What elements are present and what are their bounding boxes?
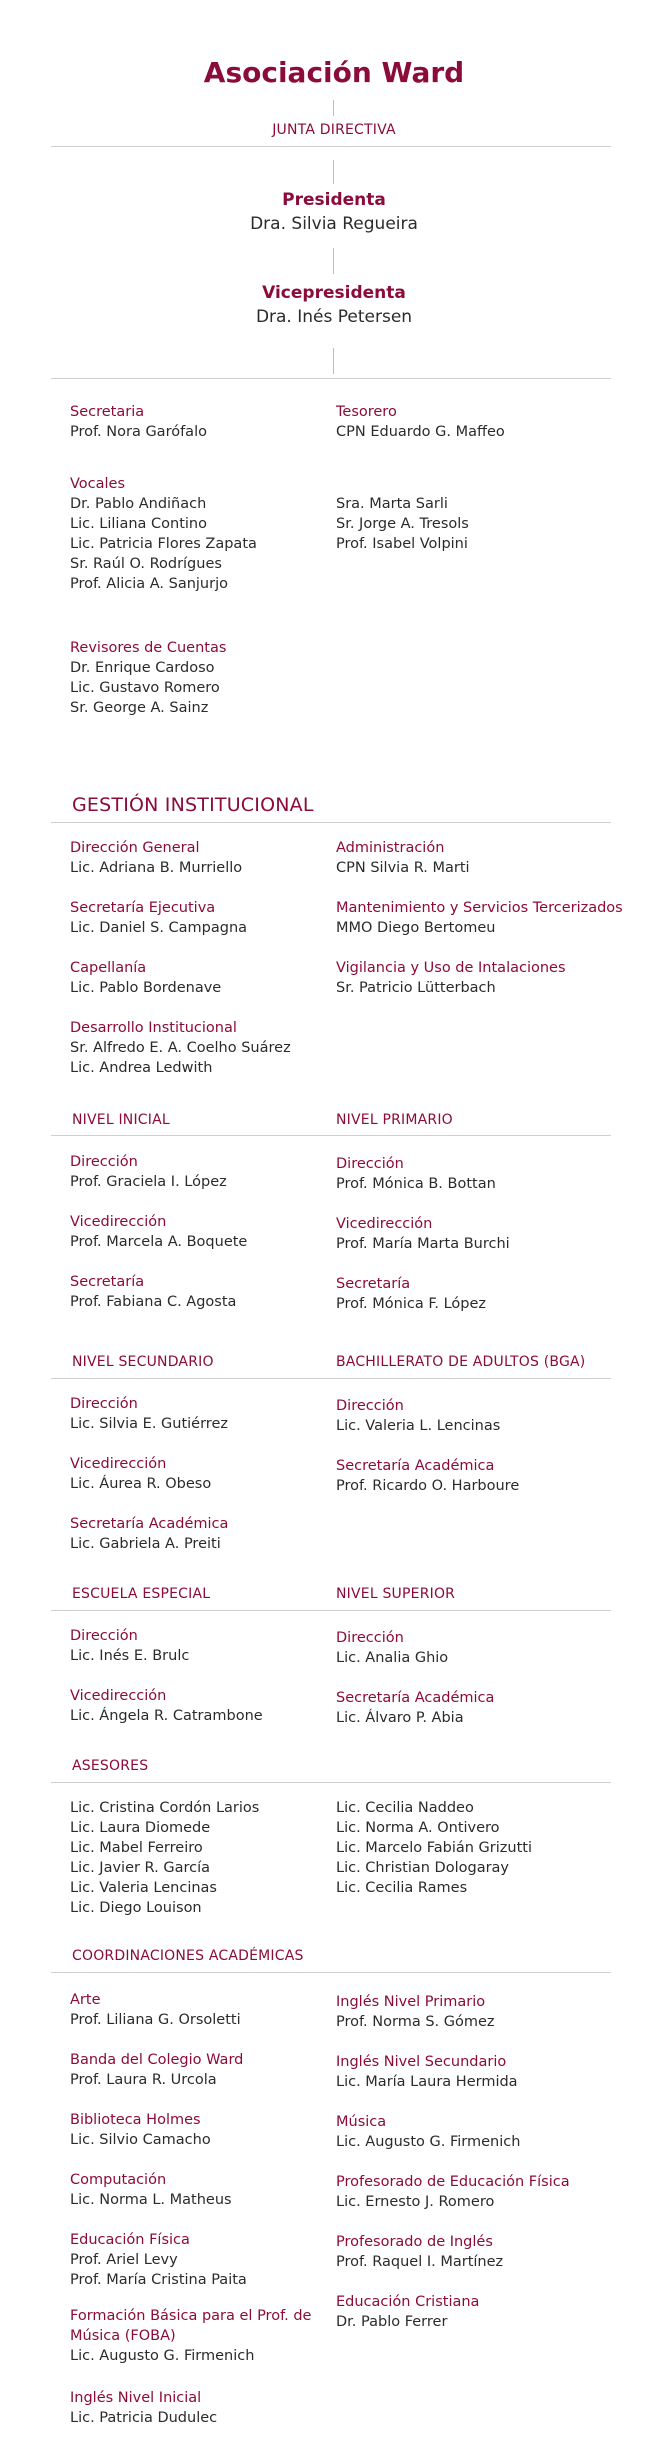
asesores-right-list: [336, 1798, 532, 1898]
role-label: Secretaría Académica: [336, 1458, 495, 1474]
secundario-item: [70, 1514, 228, 1554]
person-name: Dr. Enrique Cardoso: [70, 660, 215, 676]
vicepresidenta-role: Vicepresidenta: [262, 283, 406, 303]
inicial-item: [70, 1272, 236, 1312]
coord-item: [70, 1990, 241, 2030]
person-name: Lic. Laura Diomede: [70, 1820, 211, 1836]
person-name: Prof. Ariel Levy: [70, 2252, 178, 2268]
person-name: Lic. Valeria L. Lencinas: [336, 1418, 501, 1434]
person-name: Lic. Cecilia Naddeo: [336, 1800, 474, 1816]
role-label: Banda del Colegio Ward: [70, 2052, 244, 2068]
coord-item: [70, 2230, 247, 2290]
role-label: Dirección: [336, 1630, 404, 1646]
section-title-bga: BACHILLERATO DE ADULTOS (BGA): [336, 1354, 586, 1370]
section-title-especial: ESCUELA ESPECIAL: [72, 1586, 211, 1602]
secretaria-block: [70, 402, 207, 442]
section-title-superior: NIVEL SUPERIOR: [336, 1586, 456, 1602]
divider: [51, 1135, 611, 1136]
divider: [51, 822, 611, 823]
gestion-item: [336, 838, 470, 878]
person-name: CPN Eduardo G. Maffeo: [336, 424, 505, 440]
revisores-block: [70, 638, 226, 718]
role-label: Dirección: [336, 1398, 404, 1414]
person-name: Lic. Álvaro P. Abia: [336, 1710, 464, 1726]
person-name: Lic. Patricia Flores Zapata: [70, 536, 257, 552]
person-name: Prof. Graciela I. López: [70, 1174, 227, 1190]
person-name: Lic. Diego Louison: [70, 1900, 202, 1916]
coord-item: [70, 2306, 311, 2366]
role-label-line2: Música (FOBA): [70, 2328, 176, 2344]
vocales-right-block: [336, 494, 469, 554]
role-label: Educación Cristiana: [336, 2294, 480, 2310]
person-name: Lic. Andrea Ledwith: [70, 1060, 213, 1076]
divider: [51, 1610, 611, 1611]
section-title-asesores: ASESORES: [72, 1758, 149, 1774]
person-name: Prof. Laura R. Urcola: [70, 2072, 217, 2088]
person-name: Lic. Adriana B. Murriello: [70, 860, 243, 876]
role-label: Dirección: [70, 1628, 138, 1644]
role-label: Tesorero: [336, 404, 397, 420]
primario-item: [336, 1274, 486, 1314]
role-label: Música: [336, 2114, 387, 2130]
vicepresidenta-name: Dra. Inés Petersen: [255, 307, 413, 327]
person-name: Sr. Patricio Lütterbach: [336, 980, 496, 996]
person-name: Lic. Ernesto J. Romero: [336, 2194, 495, 2210]
person-name: Dr. Pablo Andiñach: [70, 496, 207, 512]
person-name: Sra. Marta Sarli: [336, 496, 448, 512]
role-label: Profesorado de Educación Física: [336, 2174, 570, 2190]
role-label: Dirección: [70, 1154, 138, 1170]
gestion-item: [70, 898, 247, 938]
connector-line: [333, 160, 334, 184]
person-name: Prof. Mónica B. Bottan: [336, 1176, 496, 1192]
coord-item: [70, 2110, 211, 2150]
person-name: Prof. Ricardo O. Harboure: [336, 1478, 520, 1494]
vocales-block: [70, 474, 257, 594]
inicial-item: [70, 1152, 227, 1192]
coord-item: [336, 1992, 495, 2032]
coord-item: [336, 2052, 518, 2092]
person-name: Lic. Mabel Ferreiro: [70, 1840, 203, 1856]
person-name: Lic. Silvio Camacho: [70, 2132, 211, 2148]
role-label: Vicedirección: [70, 1214, 167, 1230]
divider: [51, 1782, 611, 1783]
person-name: Lic. Javier R. García: [70, 1860, 210, 1876]
gestion-item: [336, 898, 623, 938]
person-name: Lic. Valeria Lencinas: [70, 1880, 217, 1896]
divider: [51, 146, 611, 147]
bga-item: [336, 1396, 500, 1436]
person-name: Prof. Fabiana C. Agosta: [70, 1294, 237, 1310]
role-label: Secretaria: [70, 404, 145, 420]
person-name: Lic. Áurea R. Obeso: [70, 1476, 212, 1492]
secundario-item: [70, 1394, 228, 1434]
person-name: Lic. Inés E. Brulc: [70, 1648, 190, 1664]
role-label: Secretaría Ejecutiva: [70, 900, 216, 916]
role-label: Dirección: [336, 1156, 404, 1172]
superior-item: [336, 1628, 448, 1668]
person-name: Prof. Nora Garófalo: [70, 424, 207, 440]
coord-item: [336, 2292, 479, 2332]
person-name: Prof. Liliana G. Orsoletti: [70, 2012, 241, 2028]
person-name: Prof. Alicia A. Sanjurjo: [70, 576, 228, 592]
divider: [51, 1378, 611, 1379]
person-name: Lic. Norma L. Matheus: [70, 2192, 232, 2208]
section-title-primario: NIVEL PRIMARIO: [336, 1112, 453, 1128]
person-name: Lic. Analia Ghio: [336, 1650, 449, 1666]
person-name: MMO Diego Bertomeu: [336, 920, 496, 936]
role-label: Educación Física: [70, 2232, 190, 2248]
person-name: Lic. María Laura Hermida: [336, 2074, 518, 2090]
role-label: Revisores de Cuentas: [70, 640, 227, 656]
role-label: Dirección: [70, 1396, 138, 1412]
role-label: Inglés Nivel Primario: [336, 1994, 486, 2010]
especial-item: [70, 1626, 189, 1666]
person-name: Lic. Augusto G. Firmenich: [336, 2134, 521, 2150]
especial-item: [70, 1686, 263, 1726]
gestion-item: [336, 958, 566, 998]
connector-line: [333, 348, 334, 374]
superior-item: [336, 1688, 494, 1728]
person-name: Lic. Ángela R. Catrambone: [70, 1708, 263, 1724]
person-name: Lic. Liliana Contino: [70, 516, 207, 532]
section-title-inicial: NIVEL INICIAL: [72, 1112, 170, 1128]
person-name: Lic. Marcelo Fabián Grizutti: [336, 1840, 532, 1856]
person-name: CPN Silvia R. Marti: [336, 860, 470, 876]
role-label: Vicedirección: [70, 1456, 167, 1472]
role-label: Vicedirección: [70, 1688, 167, 1704]
gestion-item: [70, 838, 242, 878]
coord-item: [70, 2388, 217, 2428]
role-label: Secretaría Académica: [336, 1690, 495, 1706]
section-title-gestion: GESTIÓN INSTITUCIONAL: [72, 794, 314, 816]
connector-line: [333, 248, 334, 274]
coord-item: [336, 2112, 520, 2152]
person-name: Lic. Cecilia Rames: [336, 1880, 468, 1896]
role-label: Administración: [336, 840, 445, 856]
role-label: Vigilancia y Uso de Intalaciones: [336, 960, 566, 976]
role-label: Biblioteca Holmes: [70, 2112, 201, 2128]
gestion-item: [70, 1018, 291, 1078]
presidenta-role: Presidenta: [282, 190, 386, 210]
person-name: Prof. María Cristina Paita: [70, 2272, 247, 2288]
person-name: Prof. Mónica F. López: [336, 1296, 486, 1312]
connector-line: [333, 100, 334, 116]
primario-item: [336, 1154, 496, 1194]
role-label: Inglés Nivel Inicial: [70, 2390, 202, 2406]
role-label: Mantenimiento y Servicios Tercerizados: [336, 900, 623, 916]
secundario-item: [70, 1454, 211, 1494]
gestion-item: [70, 958, 221, 998]
person-name: Sr. George A. Sainz: [70, 700, 209, 716]
person-name: Prof. Isabel Volpini: [336, 536, 468, 552]
coord-item: [336, 2172, 570, 2212]
primario-item: [336, 1214, 510, 1254]
role-label: Vicedirección: [336, 1216, 433, 1232]
person-name: Lic. Norma A. Ontivero: [336, 1820, 500, 1836]
page-title: Asociación Ward: [203, 56, 465, 89]
coord-item: [70, 2170, 232, 2210]
person-name: Lic. Gabriela A. Preiti: [70, 1536, 221, 1552]
person-name: Prof. Marcela A. Boquete: [70, 1234, 248, 1250]
bga-item: [336, 1456, 519, 1496]
junta-directiva-label: JUNTA DIRECTIVA: [272, 122, 396, 138]
person-name: Lic. Pablo Bordenave: [70, 980, 222, 996]
coord-item: [336, 2232, 503, 2272]
person-name: Lic. Silvia E. Gutiérrez: [70, 1416, 228, 1432]
person-name: Sr. Raúl O. Rodrígues: [70, 556, 222, 572]
role-label: Capellanía: [70, 960, 147, 976]
role-label: Desarrollo Institucional: [70, 1020, 237, 1036]
role-label: Vocales: [70, 476, 126, 492]
role-label: Profesorado de Inglés: [336, 2234, 493, 2250]
person-name: Lic. Gustavo Romero: [70, 680, 220, 696]
role-label: Arte: [70, 1992, 101, 2008]
person-name: Lic. Christian Dologaray: [336, 1860, 510, 1876]
person-name: Sr. Alfredo E. A. Coelho Suárez: [70, 1040, 291, 1056]
presidenta-name: Dra. Silvia Regueira: [250, 214, 418, 234]
role-label: Computación: [70, 2172, 167, 2188]
role-label: Secretaría: [336, 1276, 411, 1292]
person-name: Dr. Pablo Ferrer: [336, 2314, 448, 2330]
person-name: Lic. Augusto G. Firmenich: [70, 2348, 255, 2364]
role-label: Inglés Nivel Secundario: [336, 2054, 507, 2070]
tesorero-block: [336, 402, 505, 442]
role-label: Formación Básica para el Prof. de: [70, 2308, 312, 2324]
person-name: Sr. Jorge A. Tresols: [336, 516, 469, 532]
role-label: Dirección General: [70, 840, 200, 856]
inicial-item: [70, 1212, 247, 1252]
section-title-coordinaciones: COORDINACIONES ACADÉMICAS: [72, 1948, 304, 1964]
coord-item: [70, 2050, 243, 2090]
role-label: Secretaría Académica: [70, 1516, 229, 1532]
person-name: Prof. Raquel I. Martínez: [336, 2254, 504, 2270]
divider: [51, 378, 611, 379]
person-name: Prof. Norma S. Gómez: [336, 2014, 495, 2030]
person-name: Lic. Daniel S. Campagna: [70, 920, 248, 936]
person-name: Lic. Patricia Dudulec: [70, 2410, 218, 2426]
asesores-left-list: [70, 1798, 259, 1918]
person-name: Prof. María Marta Burchi: [336, 1236, 510, 1252]
role-label: Secretaría: [70, 1274, 145, 1290]
section-title-secundario: NIVEL SECUNDARIO: [72, 1354, 214, 1370]
divider: [51, 1972, 611, 1973]
person-name: Lic. Cristina Cordón Larios: [70, 1800, 260, 1816]
